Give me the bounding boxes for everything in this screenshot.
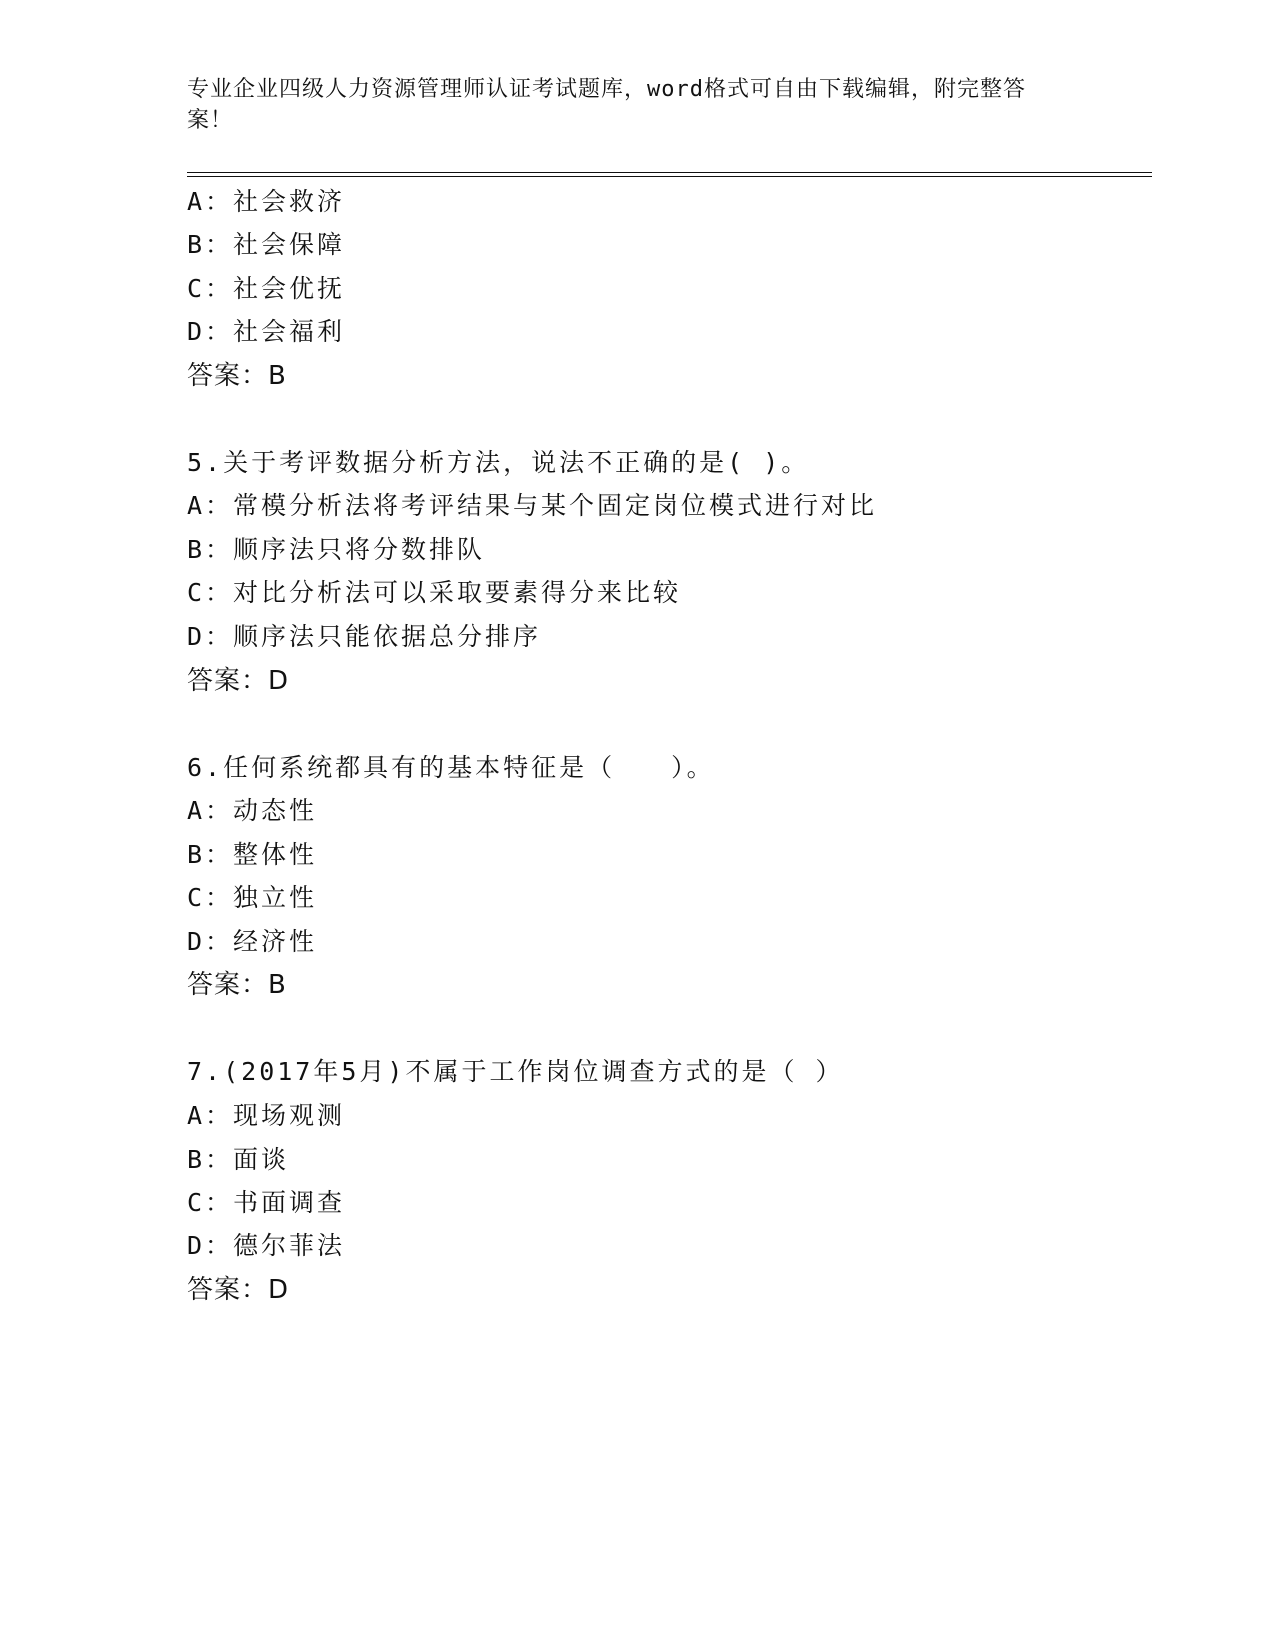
q7-option-a: A：现场观测 [187,1101,346,1130]
q4-option-d: D：社会福利 [187,317,346,346]
q5-answer: 答案：D [187,666,290,696]
q6-question: 6.任何系统都具有的基本特征是（ ）。 [187,753,715,782]
q6-option-a: A：动态性 [187,796,318,825]
q7-question: 7.(2017年5月)不属于工作岗位调查方式的是（ ） [187,1057,844,1086]
q5-option-a: A：常模分析法将考评结果与某个固定岗位模式进行对比 [187,491,878,520]
q7-option-b: B：面谈 [187,1145,290,1174]
header-rule-top [187,172,1152,173]
q4-option-b: B：社会保障 [187,230,346,259]
q6-option-b: B：整体性 [187,840,318,869]
q7-answer: 答案：D [187,1275,290,1305]
q5-question: 5.关于考评数据分析方法，说法不正确的是( )。 [187,448,810,477]
header-rule-bottom [187,176,1152,177]
q4-answer: 答案：B [187,361,287,391]
q5-option-c: C：对比分析法可以采取要素得分来比较 [187,578,682,607]
document-header: 专业企业四级人力资源管理师认证考试题库，word格式可自由下载编辑，附完整答案！ [187,77,1026,133]
q6-option-c: C：独立性 [187,883,318,912]
q4-option-a: A：社会救济 [187,187,346,216]
q5-option-d: D：顺序法只能依据总分排序 [187,622,542,651]
q4-option-c: C：社会优抚 [187,274,346,303]
q7-option-d: D：德尔菲法 [187,1231,346,1260]
q5-option-b: B：顺序法只将分数排队 [187,535,486,564]
q6-option-d: D：经济性 [187,927,318,956]
q6-answer: 答案：B [187,970,287,1000]
q7-option-c: C：书面调查 [187,1188,346,1217]
